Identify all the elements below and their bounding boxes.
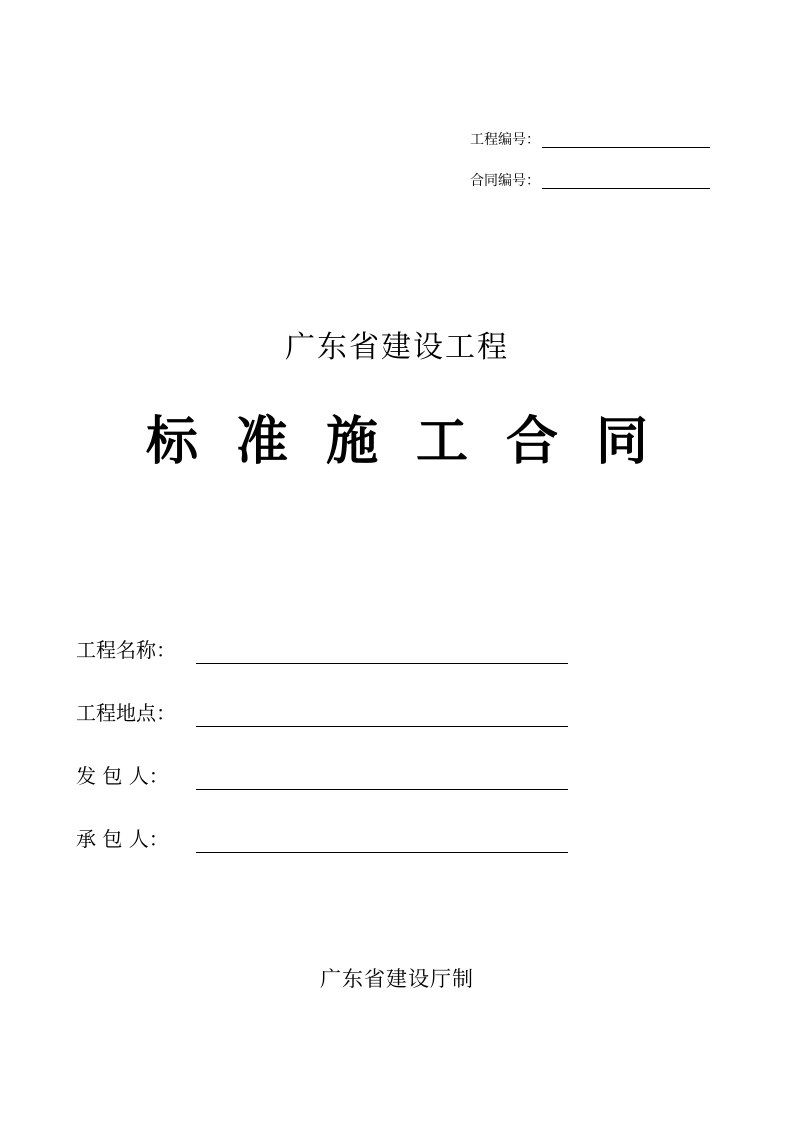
employer-blank[interactable] <box>196 763 568 790</box>
contractor-label: 承 包 人： <box>76 827 169 851</box>
contractor-field <box>76 821 576 853</box>
contract-number-blank[interactable] <box>542 171 710 189</box>
contractor-blank[interactable] <box>196 826 568 853</box>
project-number-field <box>470 126 720 148</box>
project-location-label: 工程地点： <box>76 701 176 725</box>
project-name-label: 工程名称： <box>76 638 176 662</box>
employer-label: 发 包 人： <box>76 764 169 788</box>
project-location-blank[interactable] <box>196 700 568 727</box>
project-name-blank[interactable] <box>196 637 568 664</box>
document-title: 标准施工合同 <box>145 412 686 472</box>
project-number-label: 工程编号： <box>470 131 540 147</box>
contract-info-fields <box>76 632 576 884</box>
contract-number-label: 合同编号： <box>470 172 540 188</box>
project-location-field <box>76 695 576 727</box>
issuer-statement: 广东省建设厅制 <box>320 967 474 991</box>
project-name-field <box>76 632 576 664</box>
project-number-blank[interactable] <box>542 130 710 148</box>
document-number-fields <box>470 126 720 208</box>
contract-number-field <box>470 167 720 189</box>
employer-field <box>76 758 576 790</box>
document-subtitle: 广东省建设工程 <box>285 330 509 365</box>
